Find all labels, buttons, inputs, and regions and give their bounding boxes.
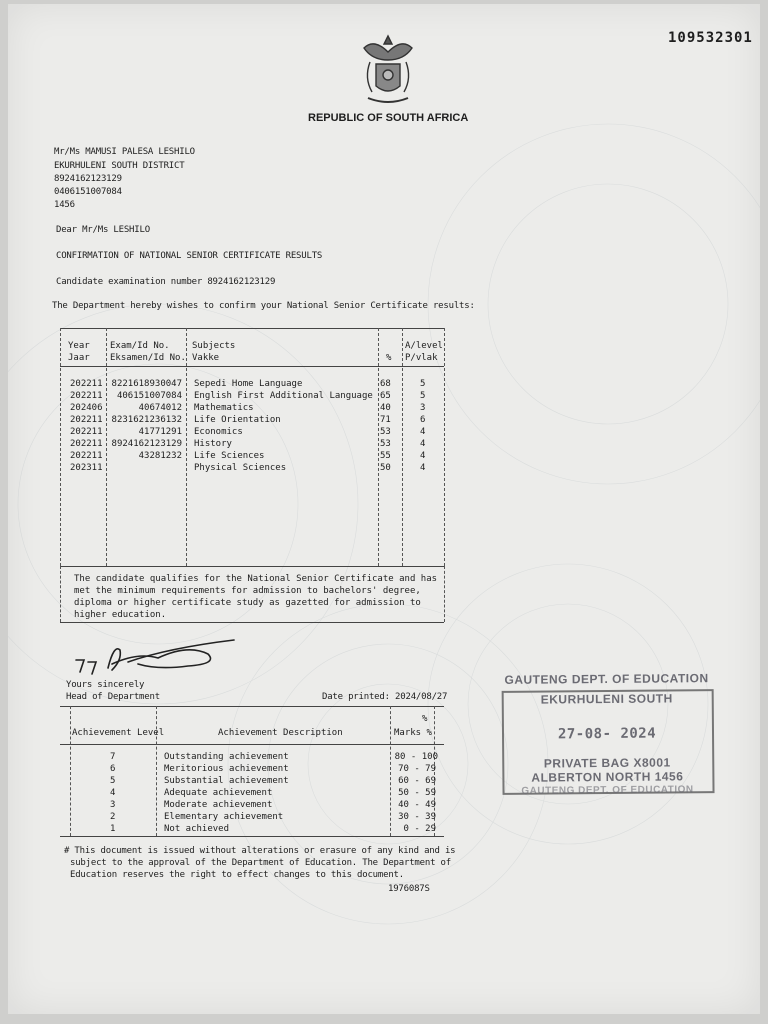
qualification-line: The candidate qualifies for the National Senior Certificate and has <box>74 574 438 584</box>
result-year: 202211 <box>70 379 103 389</box>
result-year: 202211 <box>70 427 103 437</box>
intro-text: The Department hereby wishes to confirm your National Senior Certificate results: <box>52 301 475 311</box>
result-level: 3 <box>420 403 426 413</box>
recipient-number: 8924162123129 <box>54 174 122 184</box>
achievement-scale-table <box>60 706 444 838</box>
result-year: 202211 <box>70 451 103 461</box>
serial-number: 109532301 <box>668 30 753 46</box>
header-subjects: Subjects <box>192 341 236 351</box>
achievement-level: 1 <box>110 824 116 834</box>
recipient-district: EKURHULENI SOUTH DISTRICT <box>54 161 185 171</box>
qualification-line: met the minimum requirements for admission to bachelors' degree, <box>74 586 421 596</box>
result-percent: 65 <box>380 391 391 401</box>
result-percent: 53 <box>380 427 391 437</box>
header-marks: Marks % <box>394 728 432 738</box>
achievement-level: 6 <box>110 764 116 774</box>
result-percent: 71 <box>380 415 391 425</box>
recipient-id-number: 0406151007084 <box>54 187 122 197</box>
result-exam-number: 8924162123129 <box>111 439 182 449</box>
result-percent: 68 <box>380 379 391 389</box>
candidate-number-line: Candidate examination number 8924162123129 <box>56 277 276 287</box>
result-exam-number: 40674012 <box>138 403 182 413</box>
header-achievement-description: Achievement Description <box>218 728 343 738</box>
achievement-level: 2 <box>110 812 116 822</box>
closing: Yours sincerely <box>66 680 145 690</box>
results-table <box>60 328 444 624</box>
stamp-line: EKURHULENI SOUTH <box>540 691 673 707</box>
header-exam-af: Eksamen/Id No. <box>110 353 186 363</box>
achievement-level: 5 <box>110 776 116 786</box>
achievement-marks: 40 - 49 <box>398 800 436 810</box>
header-subjects-af: Vakke <box>192 353 220 363</box>
date-printed: Date printed: 2024/08/27 <box>322 692 448 702</box>
result-subject: Life Sciences <box>194 451 265 461</box>
recipient-name: Mr/Ms MAMUSI PALESA LESHILO <box>54 147 195 157</box>
achievement-marks: 60 - 69 <box>398 776 436 786</box>
achievement-description: Elementary achievement <box>164 812 284 822</box>
header-achievement-level: Achievement Level <box>72 728 165 738</box>
achievement-description: Moderate achievement <box>164 800 273 810</box>
header-exam: Exam/Id No. <box>110 341 170 351</box>
result-percent: 40 <box>380 403 391 413</box>
achievement-marks: 70 - 79 <box>398 764 436 774</box>
result-level: 4 <box>420 463 426 473</box>
stamp-line: PRIVATE BAG X8001 <box>543 755 671 771</box>
result-year: 202406 <box>70 403 103 413</box>
achievement-description: Adequate achievement <box>164 788 273 798</box>
result-subject: History <box>194 439 232 449</box>
result-percent: 53 <box>380 439 391 449</box>
certificate-page <box>8 4 760 1014</box>
result-year: 202311 <box>70 463 103 473</box>
disclaimer-line: subject to the approval of the Department of Education. The Department of <box>70 858 451 868</box>
achievement-marks: 0 - 29 <box>403 824 436 834</box>
result-level: 4 <box>420 451 426 461</box>
achievement-level: 7 <box>110 752 116 762</box>
result-year: 202211 <box>70 391 103 401</box>
result-subject: Economics <box>194 427 243 437</box>
subject-line: CONFIRMATION OF NATIONAL SENIOR CERTIFICATE RESULTS <box>56 251 323 261</box>
result-percent: 50 <box>380 463 391 473</box>
stamp-date: 27-08- 2024 <box>557 725 657 743</box>
header-level: A/level <box>405 341 443 351</box>
stamp-line: ALBERTON NORTH 1456 <box>531 769 684 785</box>
qualification-line: diploma or higher certificate study as gazetted for admission to <box>74 598 421 608</box>
result-level: 4 <box>420 427 426 437</box>
signatory-title: Head of Department <box>66 692 160 702</box>
qualification-line: higher education. <box>74 610 167 620</box>
header-year-af: Jaar <box>68 353 90 363</box>
result-year: 202211 <box>70 439 103 449</box>
achievement-marks: 30 - 39 <box>398 812 436 822</box>
result-subject: Sepedi Home Language <box>194 379 303 389</box>
coat-of-arms-icon <box>356 30 420 110</box>
result-percent: 55 <box>380 451 391 461</box>
result-exam-number: 43281232 <box>138 451 182 461</box>
header-level-af: P/vlak <box>405 353 438 363</box>
result-level: 5 <box>420 391 426 401</box>
achievement-marks: 80 - 100 <box>394 752 438 762</box>
header-marks-symbol: % <box>422 714 428 724</box>
disclaimer-line: # This document is issued without alterations or erasure of any kind and is <box>64 846 456 856</box>
achievement-level: 4 <box>110 788 116 798</box>
result-subject: Mathematics <box>194 403 254 413</box>
result-level: 6 <box>420 415 426 425</box>
result-level: 5 <box>420 379 426 389</box>
header-year: Year <box>68 341 90 351</box>
stamp-line: GAUTENG DEPT. OF EDUCATION <box>504 671 709 687</box>
achievement-description: Not achieved <box>164 824 230 834</box>
result-subject: Physical Sciences <box>194 463 287 473</box>
result-year: 202211 <box>70 415 103 425</box>
header-percent: % <box>386 353 392 363</box>
stamp-line: GAUTENG DEPT. OF EDUCATION <box>521 784 694 797</box>
result-level: 4 <box>420 439 426 449</box>
achievement-description: Outstanding achievement <box>164 752 289 762</box>
result-subject: English First Additional Language <box>194 391 373 401</box>
result-subject: Life Orientation <box>194 415 281 425</box>
achievement-description: Meritorious achievement <box>164 764 289 774</box>
footer-number: 1976087S <box>388 884 430 894</box>
salutation: Dear Mr/Ms LESHILO <box>56 225 150 235</box>
disclaimer-line: Education reserves the right to effect changes to this document. <box>70 870 404 880</box>
result-exam-number: 406151007084 <box>116 391 182 401</box>
handwritten-signature <box>68 634 238 678</box>
result-exam-number: 41771291 <box>138 427 182 437</box>
achievement-marks: 50 - 59 <box>398 788 436 798</box>
result-exam-number: 8231621236132 <box>111 415 182 425</box>
achievement-description: Substantial achievement <box>164 776 289 786</box>
issuer-title: REPUBLIC OF SOUTH AFRICA <box>308 112 469 124</box>
recipient-postal-code: 1456 <box>54 200 75 210</box>
official-stamp <box>501 671 712 797</box>
result-exam-number: 8221618930047 <box>111 379 182 389</box>
achievement-level: 3 <box>110 800 116 810</box>
